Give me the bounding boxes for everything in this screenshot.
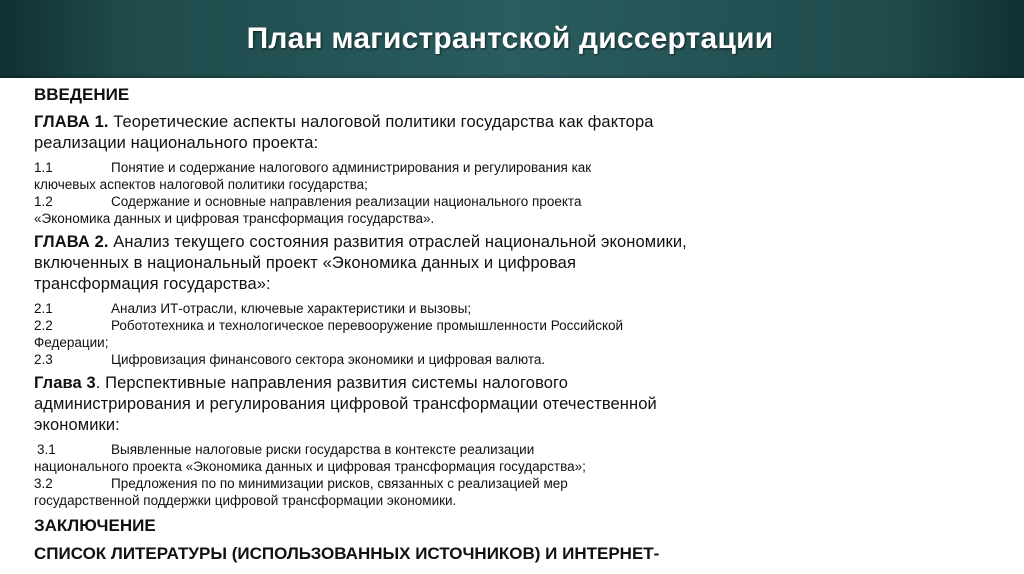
- chapter-1-line-2: реализации национального проекта:: [34, 134, 319, 152]
- slide-title: План магистрантской диссертации: [246, 22, 774, 55]
- item-2-2-line-2: Федерации;: [34, 335, 109, 350]
- item-3-1-line-1: [34, 441, 994, 458]
- item-2-2-number: 2.2: [34, 318, 53, 333]
- item-1-1-text-1: Понятие и содержание налогового администрирования и регулирования как: [111, 160, 592, 175]
- conclusion-heading: ЗАКЛЮЧЕНИЕ: [34, 516, 156, 535]
- item-2-3-text-1: Цифровизация финансового сектора экономики и цифровая валюта.: [111, 352, 546, 367]
- slide-header: [0, 0, 1024, 78]
- chapter-2-text-1: Анализ текущего состояния развития отраслей национальной экономики,: [113, 233, 687, 251]
- item-2-2-line-1: [34, 317, 994, 334]
- chapter-2-label: ГЛАВА 2.: [34, 233, 109, 251]
- item-1-1-number: 1.1: [34, 160, 53, 175]
- item-3-2-line-1: [34, 475, 994, 492]
- chapter-3-label: Глава 3: [34, 374, 96, 392]
- item-3-1-text-1: Выявленные налоговые риски государства в контексте реализации: [111, 442, 535, 457]
- item-1-1-line-1: [34, 159, 994, 176]
- item-2-1-line-1: [34, 300, 994, 317]
- chapter-1-line-1: [34, 112, 994, 133]
- item-2-3-number: 2.3: [34, 352, 53, 367]
- item-2-1-text-1: Анализ ИТ-отрасли, ключевые характеристики и вызовы;: [111, 301, 472, 316]
- chapter-1-text-1: Теоретические аспекты налоговой политики государства как фактора: [113, 113, 654, 131]
- item-1-2-line-1: [34, 193, 994, 210]
- item-1-2-line-2: «Экономика данных и цифровая трансформация государства».: [34, 211, 435, 226]
- item-3-1-line-2: национального проекта «Экономика данных и цифровая трансформация государства»;: [34, 459, 586, 474]
- slide-content: [34, 84, 994, 565]
- item-2-2-text-1: Робототехника и технологическое перевооружение промышленности Российской: [111, 318, 624, 333]
- item-3-2-line-2: государственной поддержки цифровой трансформации экономики.: [34, 493, 457, 508]
- intro-heading: ВВЕДЕНИЕ: [34, 85, 130, 104]
- item-2-1-number: 2.1: [34, 301, 53, 316]
- chapter-2-line-1: [34, 232, 994, 253]
- references-heading: СПИСОК ЛИТЕРАТУРЫ (ИСПОЛЬЗОВАННЫХ ИСТОЧНИКОВ) И ИНТЕРНЕТ-: [34, 544, 660, 563]
- item-1-1-line-2: ключевых аспектов налоговой политики государства;: [34, 177, 368, 192]
- item-1-2-text-1: Содержание и основные направления реализации национального проекта: [111, 194, 582, 209]
- chapter-3-text-1: . Перспективные направления развития системы налогового: [95, 374, 569, 392]
- item-3-2-number: 3.2: [34, 476, 53, 491]
- chapter-2-line-3: трансформация государства»:: [34, 275, 271, 293]
- item-3-1-number: 3.1: [37, 442, 56, 457]
- chapter-3-line-3: экономики:: [34, 416, 120, 434]
- item-2-3-line-1: [34, 351, 994, 368]
- chapter-3-line-1: [34, 373, 994, 394]
- chapter-2-line-2: включенных в национальный проект «Экономика данных и цифровая: [34, 254, 576, 272]
- chapter-3-line-2: администрирования и регулирования цифровой трансформации отечественной: [34, 395, 657, 413]
- item-1-2-number: 1.2: [34, 194, 53, 209]
- item-3-2-text-1: Предложения по по минимизации рисков, связанных с реализацией мер: [111, 476, 568, 491]
- chapter-1-label: ГЛАВА 1.: [34, 113, 109, 131]
